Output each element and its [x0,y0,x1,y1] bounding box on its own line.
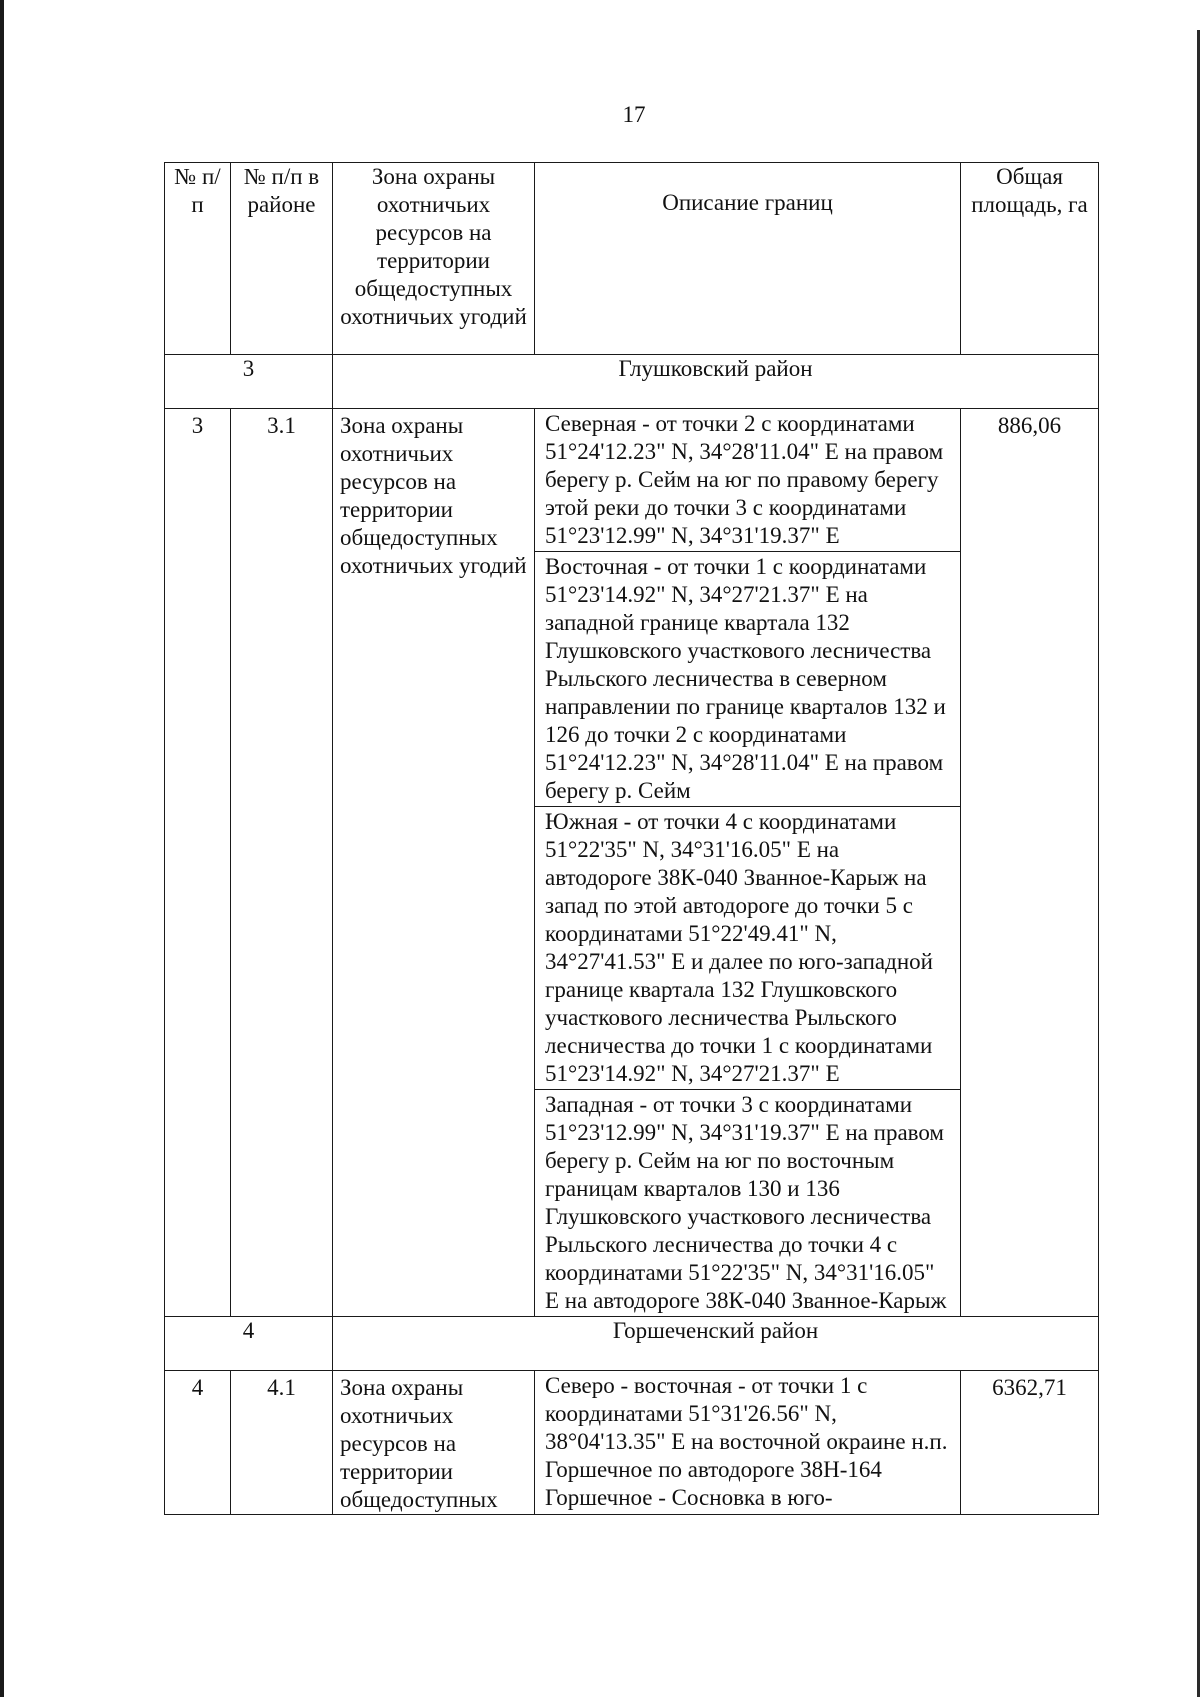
table-row [165,1371,1099,1515]
section-num: 3 [165,355,333,409]
section-district: Глушковский район [333,355,1099,409]
page-number: 17 [622,102,646,127]
header-zone: Зона охраны охотничьих ресурсов на территории общедоступных охотничьих угодий [333,163,535,355]
boundaries-table [164,162,1099,1515]
table-row [165,409,1099,552]
header-num: № п/п [165,163,231,355]
boundary-northeast: Северо - восточная - от точки 1 с координатами 51°31'26.56" N, 38°04'13.35" E на восточной окраине н.п. Горшечное по автодороге 38Н-164 Горшечное - Сосновка в юго- [535,1371,961,1515]
scan-edge-left [0,0,4,1697]
header-district-num: № п/п в районе [231,163,333,355]
boundary-west: Западная - от точки 3 с координатами 51°23'12.99" N, 34°31'19.37" E на правом берегу р. Сейм на юг по восточным границам кварталов 130 и 136 Глушковского участкового лесничества Рыльского лесничества до точки 4 с координатами 51°22'35" N, 34°31'16.05" E на автодороге 38К-040 Званное-Карыж [535,1090,961,1317]
row-district-num: 4.1 [231,1371,333,1515]
row-num: 3 [165,409,231,1317]
header-area: Общая площадь, га [961,163,1099,355]
row-zone: Зона охраны охотничьих ресурсов на территории общедоступных охотничьих угодий [333,409,535,1317]
table-header-row [165,163,1099,355]
section-row-glushkovsky [165,355,1099,409]
row-district-num: 3.1 [231,409,333,1317]
row-num: 4 [165,1371,231,1515]
boundary-east: Восточная - от точки 1 с координатами 51°23'14.92" N, 34°27'21.37" E на западной границе квартала 132 Глушковского участкового лесничества Рыльского лесничества в северном направлении по границе кварталов 132 и 126 до точки 2 с координатами 51°24'12.23" N, 34°28'11.04" E на правом берегу р. Сейм [535,552,961,807]
section-num: 4 [165,1317,333,1371]
boundary-south: Южная - от точки 4 с координатами 51°22'35" N, 34°31'16.05" E на автодороге 38К-040 Званное-Карыж на запад по этой автодороге до точки 5 с координатами 51°22'49.41" N, 34°27'41.53" E и далее по юго-западной границе квартала 132 Глушковского участкового лесничества Рыльского лесничества до точки 1 с координатами 51°23'14.92" N, 34°27'21.37" E [535,807,961,1090]
section-district: Горшеченский район [333,1317,1099,1371]
row-zone: Зона охраны охотничьих ресурсов на территории общедоступных [333,1371,535,1515]
boundary-north: Северная - от точки 2 с координатами 51°24'12.23" N, 34°28'11.04" E на правом берегу р. Сейм на юг по правому берегу этой реки до точки 3 с координатами 51°23'12.99" N, 34°31'19.37" E [535,409,961,552]
row-area: 886,06 [961,409,1099,1317]
section-row-gorshechensky [165,1317,1099,1371]
row-area: 6362,71 [961,1371,1099,1515]
header-description: Описание границ [535,163,961,355]
